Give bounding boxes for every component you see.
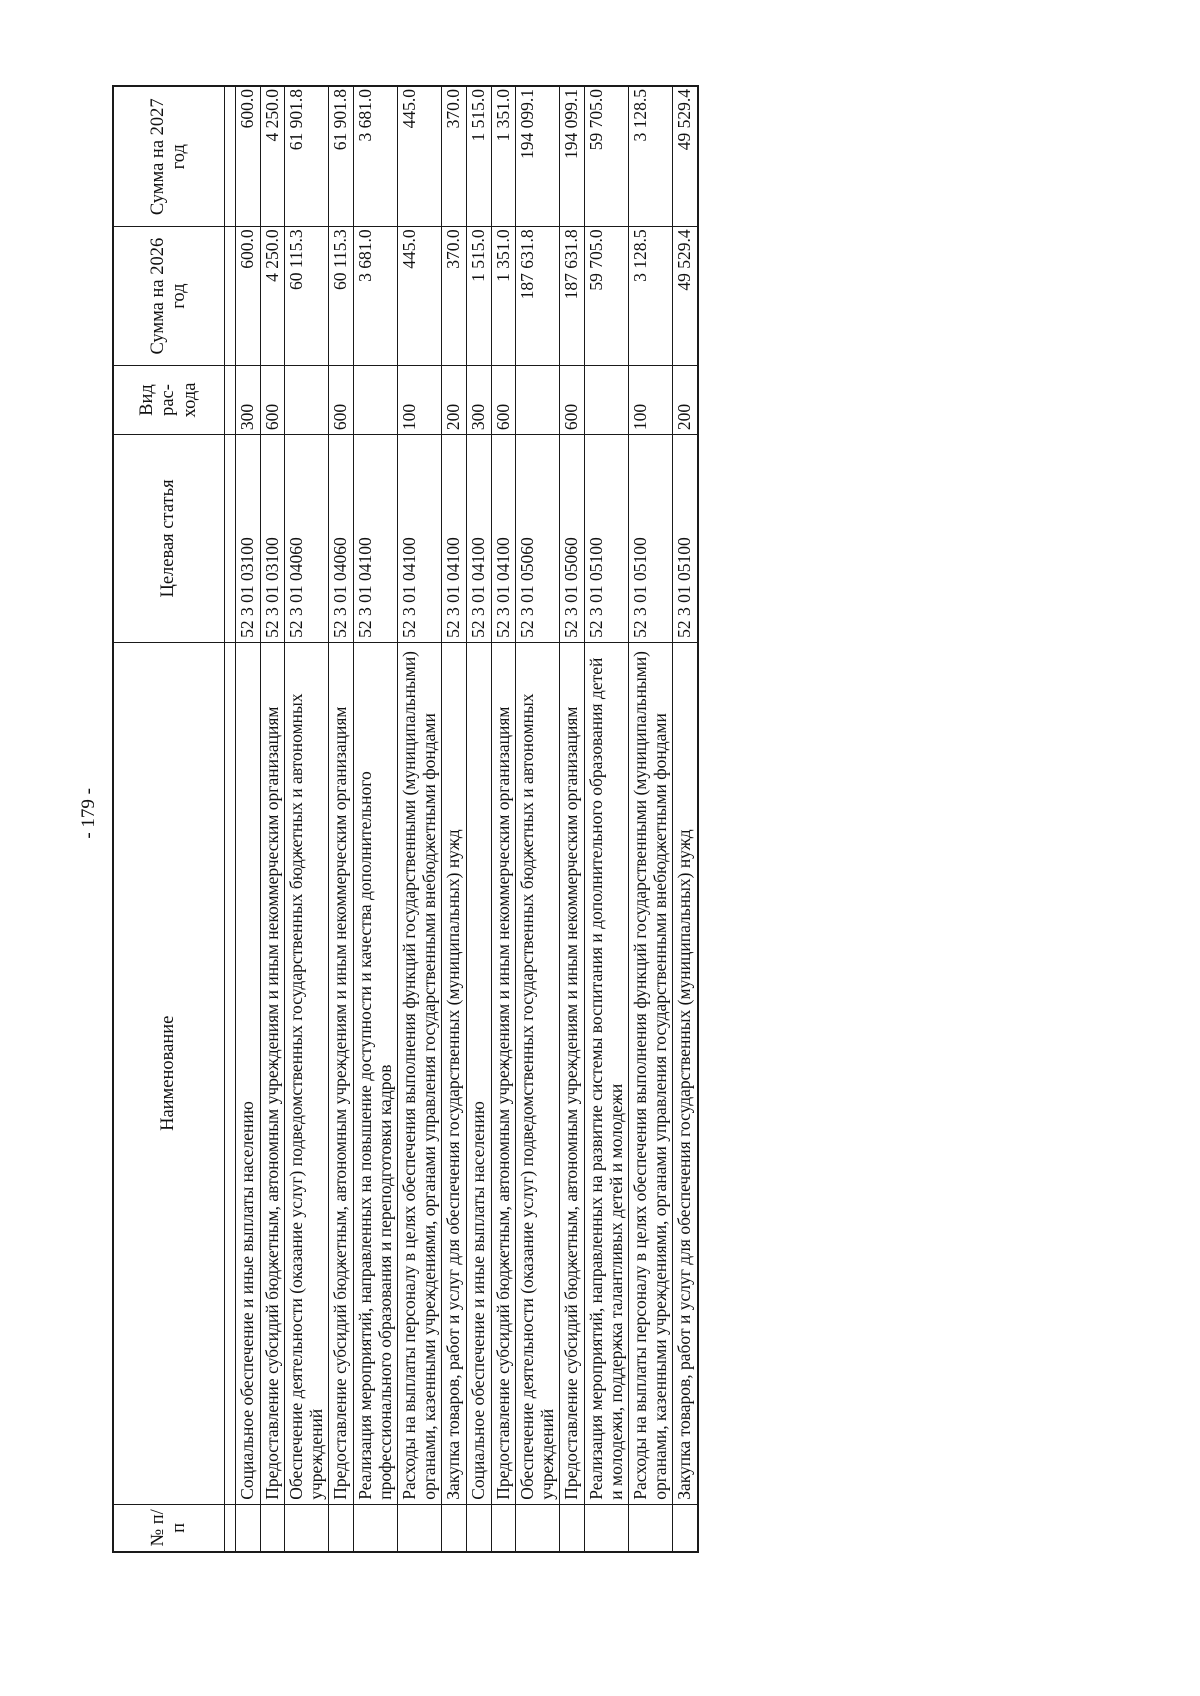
cell-no xyxy=(516,1504,560,1552)
cell-target: 52 3 01 04060 xyxy=(285,435,329,643)
cell-sum-2026: 49 529.4 xyxy=(673,227,698,365)
spacer-row xyxy=(225,86,236,1552)
cell-name: Обеспечение деятельности (оказание услуг) подведомственных государственных бюджетных и автономных учреждений xyxy=(285,642,329,1504)
cell-kind: 600 xyxy=(329,365,354,434)
cell-kind: 200 xyxy=(673,365,698,434)
cell-sum-2026: 60 115.3 xyxy=(329,227,354,365)
cell-sum-2027: 3 128.5 xyxy=(629,86,673,227)
cell-no xyxy=(285,1504,329,1552)
cell-kind xyxy=(353,365,397,434)
cell-sum-2027: 1 351.0 xyxy=(491,86,516,227)
cell-name: Расходы на выплаты персоналу в целях обеспечения выполнения функций государственными (муниципальными) органами, казенными учреждениями, органами управления государственными внебюджетными фондами xyxy=(398,642,442,1504)
cell-name: Предоставление субсидий бюджетным, автономным учреждениям и иным некоммерческим организациям xyxy=(560,642,585,1504)
table-row xyxy=(285,86,329,1552)
cell-kind xyxy=(584,365,628,434)
table-row xyxy=(516,86,560,1552)
cell-kind xyxy=(516,365,560,434)
table-row xyxy=(353,86,397,1552)
header-sum-2026: Сумма на 2026 год xyxy=(113,227,225,365)
cell-target: 52 3 01 05060 xyxy=(560,435,585,643)
cell-sum-2027: 1 515.0 xyxy=(466,86,491,227)
table-row xyxy=(260,86,285,1552)
cell-sum-2026: 370.0 xyxy=(442,227,467,365)
cell-sum-2027: 59 705.0 xyxy=(584,86,628,227)
cell-sum-2027: 4 250.0 xyxy=(260,86,285,227)
cell-no xyxy=(673,1504,698,1552)
cell-name: Расходы на выплаты персоналу в целях обеспечения выполнения функций государственными (муниципальными) органами, казенными учреждениями, органами управления государственными внебюджетными фондами xyxy=(629,642,673,1504)
cell-target: 52 3 01 05100 xyxy=(629,435,673,643)
header-kind: Вид рас-хода xyxy=(113,365,225,434)
cell-no xyxy=(560,1504,585,1552)
cell-name: Социальное обеспечение и иные выплаты населению xyxy=(466,642,491,1504)
cell-no xyxy=(442,1504,467,1552)
cell-no xyxy=(260,1504,285,1552)
cell-sum-2027: 61 901.8 xyxy=(285,86,329,227)
cell-name: Предоставление субсидий бюджетным, автономным учреждениям и иным некоммерческим организациям xyxy=(260,642,285,1504)
cell-sum-2027: 370.0 xyxy=(442,86,467,227)
table-row xyxy=(466,86,491,1552)
table-row xyxy=(560,86,585,1552)
cell-target: 52 3 01 03100 xyxy=(236,435,261,643)
cell-sum-2027: 61 901.8 xyxy=(329,86,354,227)
cell-kind: 100 xyxy=(629,365,673,434)
cell-sum-2026: 3 128.5 xyxy=(629,227,673,365)
header-name: Наименование xyxy=(113,642,225,1504)
cell-target: 52 3 01 04100 xyxy=(398,435,442,643)
header-sum-2027: Сумма на 2027 год xyxy=(113,86,225,227)
cell-sum-2026: 600.0 xyxy=(236,227,261,365)
cell-target: 52 3 01 04100 xyxy=(466,435,491,643)
cell-target: 52 3 01 05100 xyxy=(673,435,698,643)
table-row xyxy=(673,86,698,1552)
cell-sum-2027: 194 099.1 xyxy=(560,86,585,227)
budget-table xyxy=(112,85,699,1553)
cell-no xyxy=(491,1504,516,1552)
table-row xyxy=(329,86,354,1552)
cell-no xyxy=(236,1504,261,1552)
cell-name: Реализация мероприятий, направленных на повышение доступности и качества дополнительного профессионального образования и переподготовки кадров xyxy=(353,642,397,1504)
cell-no xyxy=(398,1504,442,1552)
cell-no xyxy=(353,1504,397,1552)
cell-name: Социальное обеспечение и иные выплаты населению xyxy=(236,642,261,1504)
cell-sum-2026: 187 631.8 xyxy=(560,227,585,365)
cell-no xyxy=(629,1504,673,1552)
cell-sum-2026: 1 351.0 xyxy=(491,227,516,365)
cell-name: Закупка товаров, работ и услуг для обеспечения государственных (муниципальных) нужд xyxy=(673,642,698,1504)
cell-name: Предоставление субсидий бюджетным, автономным учреждениям и иным некоммерческим организациям xyxy=(491,642,516,1504)
page-number: - 179 - xyxy=(78,788,99,839)
cell-sum-2026: 59 705.0 xyxy=(584,227,628,365)
cell-target: 52 3 01 04060 xyxy=(329,435,354,643)
cell-kind: 300 xyxy=(466,365,491,434)
cell-target: 52 3 01 03100 xyxy=(260,435,285,643)
cell-sum-2026: 4 250.0 xyxy=(260,227,285,365)
cell-sum-2026: 3 681.0 xyxy=(353,227,397,365)
cell-kind: 100 xyxy=(398,365,442,434)
cell-target: 52 3 01 04100 xyxy=(491,435,516,643)
table-row xyxy=(629,86,673,1552)
table-row xyxy=(398,86,442,1552)
cell-no xyxy=(466,1504,491,1552)
cell-sum-2026: 187 631.8 xyxy=(516,227,560,365)
cell-target: 52 3 01 04100 xyxy=(442,435,467,643)
cell-sum-2027: 3 681.0 xyxy=(353,86,397,227)
cell-target: 52 3 01 04100 xyxy=(353,435,397,643)
cell-sum-2027: 194 099.1 xyxy=(516,86,560,227)
cell-kind: 300 xyxy=(236,365,261,434)
cell-kind xyxy=(285,365,329,434)
cell-name: Предоставление субсидий бюджетным, автономным учреждениям и иным некоммерческим организациям xyxy=(329,642,354,1504)
header-target: Целевая статья xyxy=(113,435,225,643)
rotated-table-wrapper xyxy=(112,85,1062,1553)
cell-no xyxy=(329,1504,354,1552)
cell-kind: 600 xyxy=(260,365,285,434)
cell-no xyxy=(584,1504,628,1552)
cell-sum-2027: 600.0 xyxy=(236,86,261,227)
cell-target: 52 3 01 05060 xyxy=(516,435,560,643)
cell-sum-2026: 60 115.3 xyxy=(285,227,329,365)
cell-kind: 600 xyxy=(491,365,516,434)
table-row xyxy=(442,86,467,1552)
table-row xyxy=(236,86,261,1552)
cell-sum-2027: 49 529.4 xyxy=(673,86,698,227)
cell-kind: 200 xyxy=(442,365,467,434)
table-header-row xyxy=(113,86,225,1552)
header-no: № п/п xyxy=(113,1504,225,1552)
cell-kind: 600 xyxy=(560,365,585,434)
table-row xyxy=(584,86,628,1552)
cell-sum-2027: 445.0 xyxy=(398,86,442,227)
cell-sum-2026: 445.0 xyxy=(398,227,442,365)
cell-sum-2026: 1 515.0 xyxy=(466,227,491,365)
table-row xyxy=(491,86,516,1552)
cell-name: Реализация мероприятий, направленных на развитие системы воспитания и дополнительного образования детей и молодежи, поддержка талантливых детей и молодежи xyxy=(584,642,628,1504)
cell-target: 52 3 01 05100 xyxy=(584,435,628,643)
cell-name: Обеспечение деятельности (оказание услуг) подведомственных государственных бюджетных и автономных учреждений xyxy=(516,642,560,1504)
cell-name: Закупка товаров, работ и услуг для обеспечения государственных (муниципальных) нужд xyxy=(442,642,467,1504)
